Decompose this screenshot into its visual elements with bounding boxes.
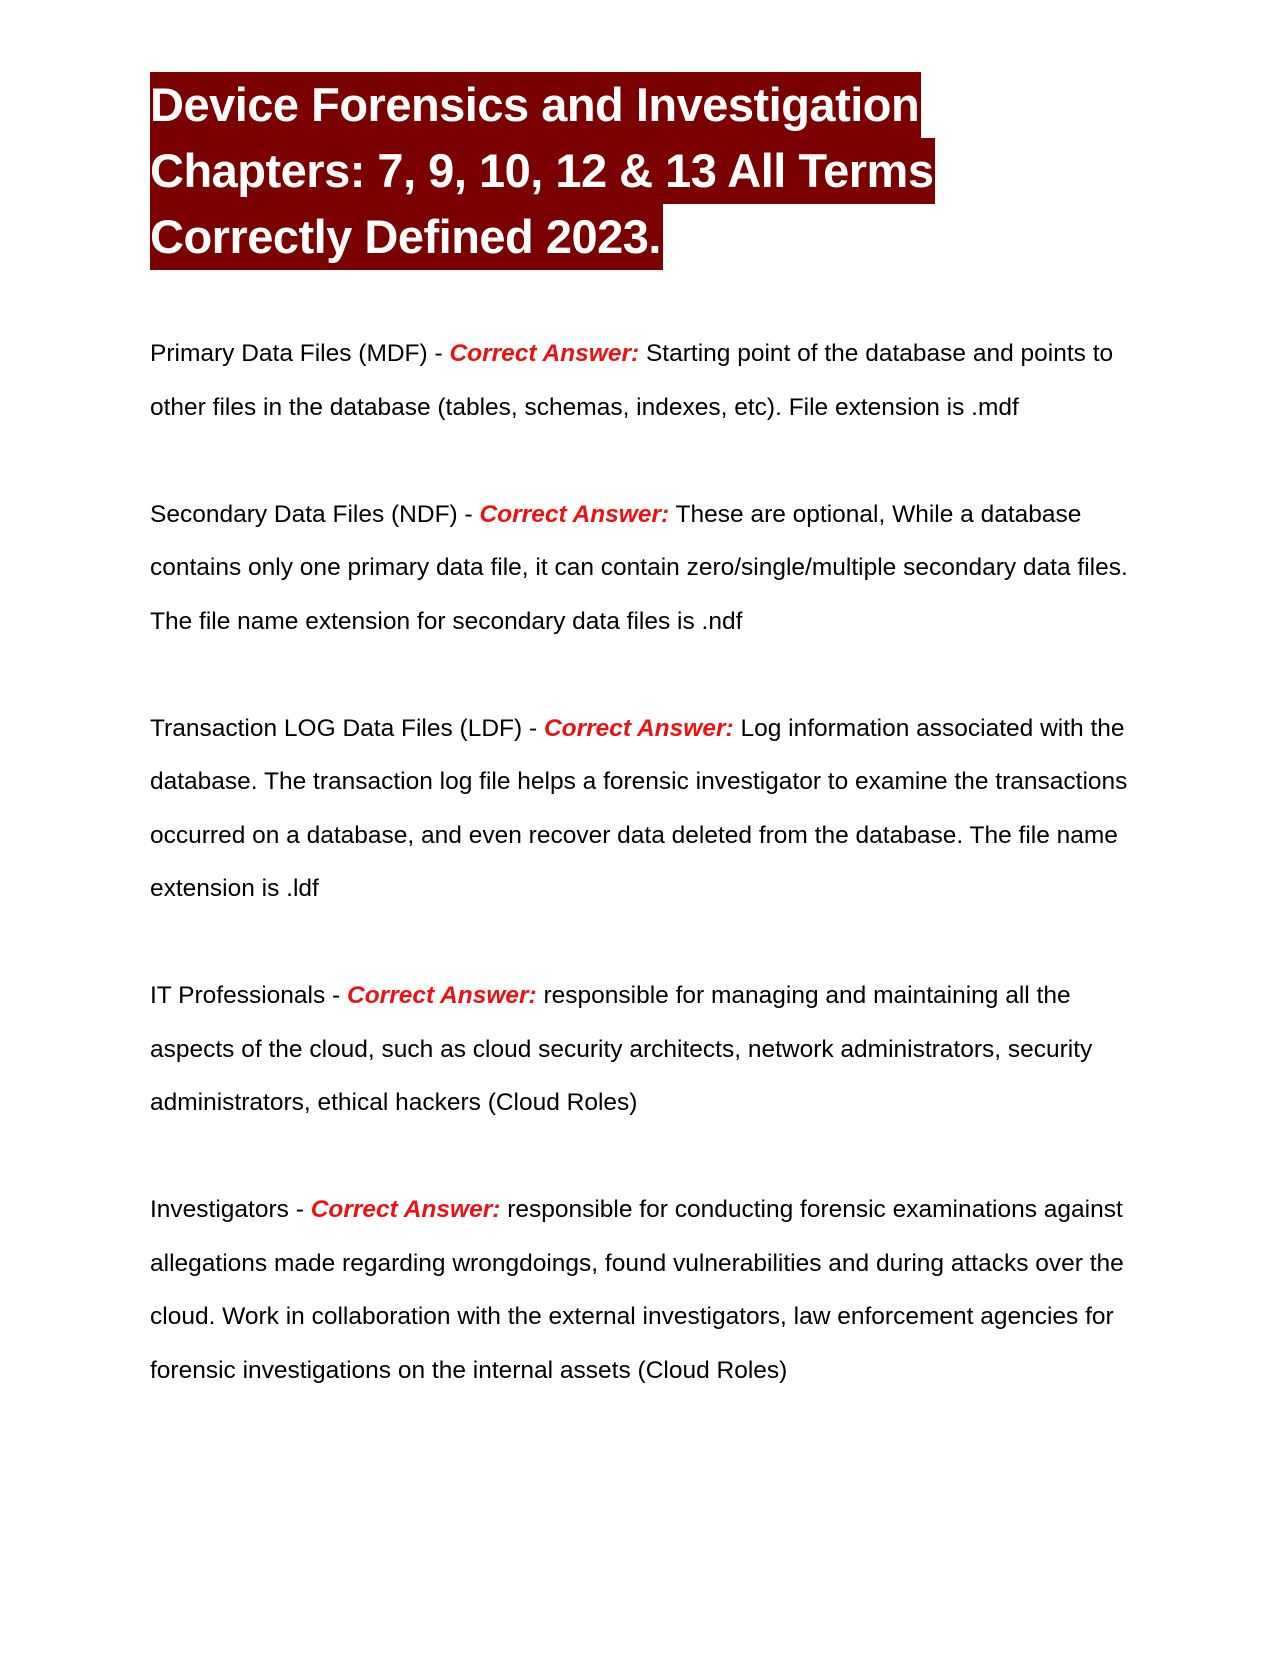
- term-name: Transaction LOG Data Files (LDF): [150, 714, 523, 742]
- term-entry-ndf: [150, 488, 1130, 649]
- term-definition: responsible for managing and maintaining all the aspects of the cloud, such as cloud security architects, network administrators, security administrators, ethical hackers (Cloud Roles): [150, 982, 1093, 1116]
- term-list: [150, 327, 1130, 1397]
- term-separator: -: [457, 500, 480, 528]
- term-name: IT Professionals: [150, 982, 326, 1009]
- term-entry-it-professionals: [150, 969, 1130, 1130]
- title-line-2: Chapters: 7, 9, 10, 12 & 13 All Terms: [150, 138, 935, 204]
- term-definition: Log information associated with the database. The transaction log file helps a forensic investigator to examine the transactions occurred on a database, and even recover data deleted from the database. The file name extension is .ldf: [150, 714, 1128, 902]
- term-definition: responsible for conducting forensic examinations against allegations made regarding wrongdoings, found vulnerabilities and during attacks over the cloud. Work in collaboration with the external investigators, law enforcement agencies for forensic investigations on the internal assets (Cloud Roles): [150, 1196, 1124, 1384]
- term-name: Investigators: [150, 1196, 289, 1223]
- term-separator: -: [522, 714, 544, 742]
- term-separator: -: [427, 340, 450, 367]
- document-title: [150, 72, 1130, 270]
- document-page: [150, 72, 1130, 1451]
- term-definition: Starting point of the database and points to other files in the database (tables, schemas, indexes, etc). File extension is .mdf: [150, 340, 1114, 421]
- term-separator: -: [325, 982, 347, 1009]
- title-line-3: Correctly Defined 2023.: [150, 204, 663, 270]
- term-entry-ldf: [150, 702, 1130, 916]
- term-name: Primary Data Files (MDF): [150, 340, 428, 367]
- correct-answer-label: Correct Answer:: [347, 982, 537, 1009]
- term-entry-mdf: [150, 327, 1130, 434]
- correct-answer-label: Correct Answer:: [543, 714, 734, 742]
- title-line-1: Device Forensics and Investigation: [150, 72, 921, 138]
- correct-answer-label: Correct Answer:: [310, 1196, 501, 1223]
- term-separator: -: [288, 1196, 311, 1223]
- correct-answer-label: Correct Answer:: [479, 500, 670, 528]
- term-name: Secondary Data Files (NDF): [150, 500, 458, 528]
- term-definition: These are optional, While a database contains only one primary data file, it can contain zero/single/multiple secondary data files. The file name extension for secondary data files is .ndf: [150, 500, 1128, 635]
- term-entry-investigators: [150, 1183, 1130, 1397]
- correct-answer-label: Correct Answer:: [449, 340, 640, 367]
